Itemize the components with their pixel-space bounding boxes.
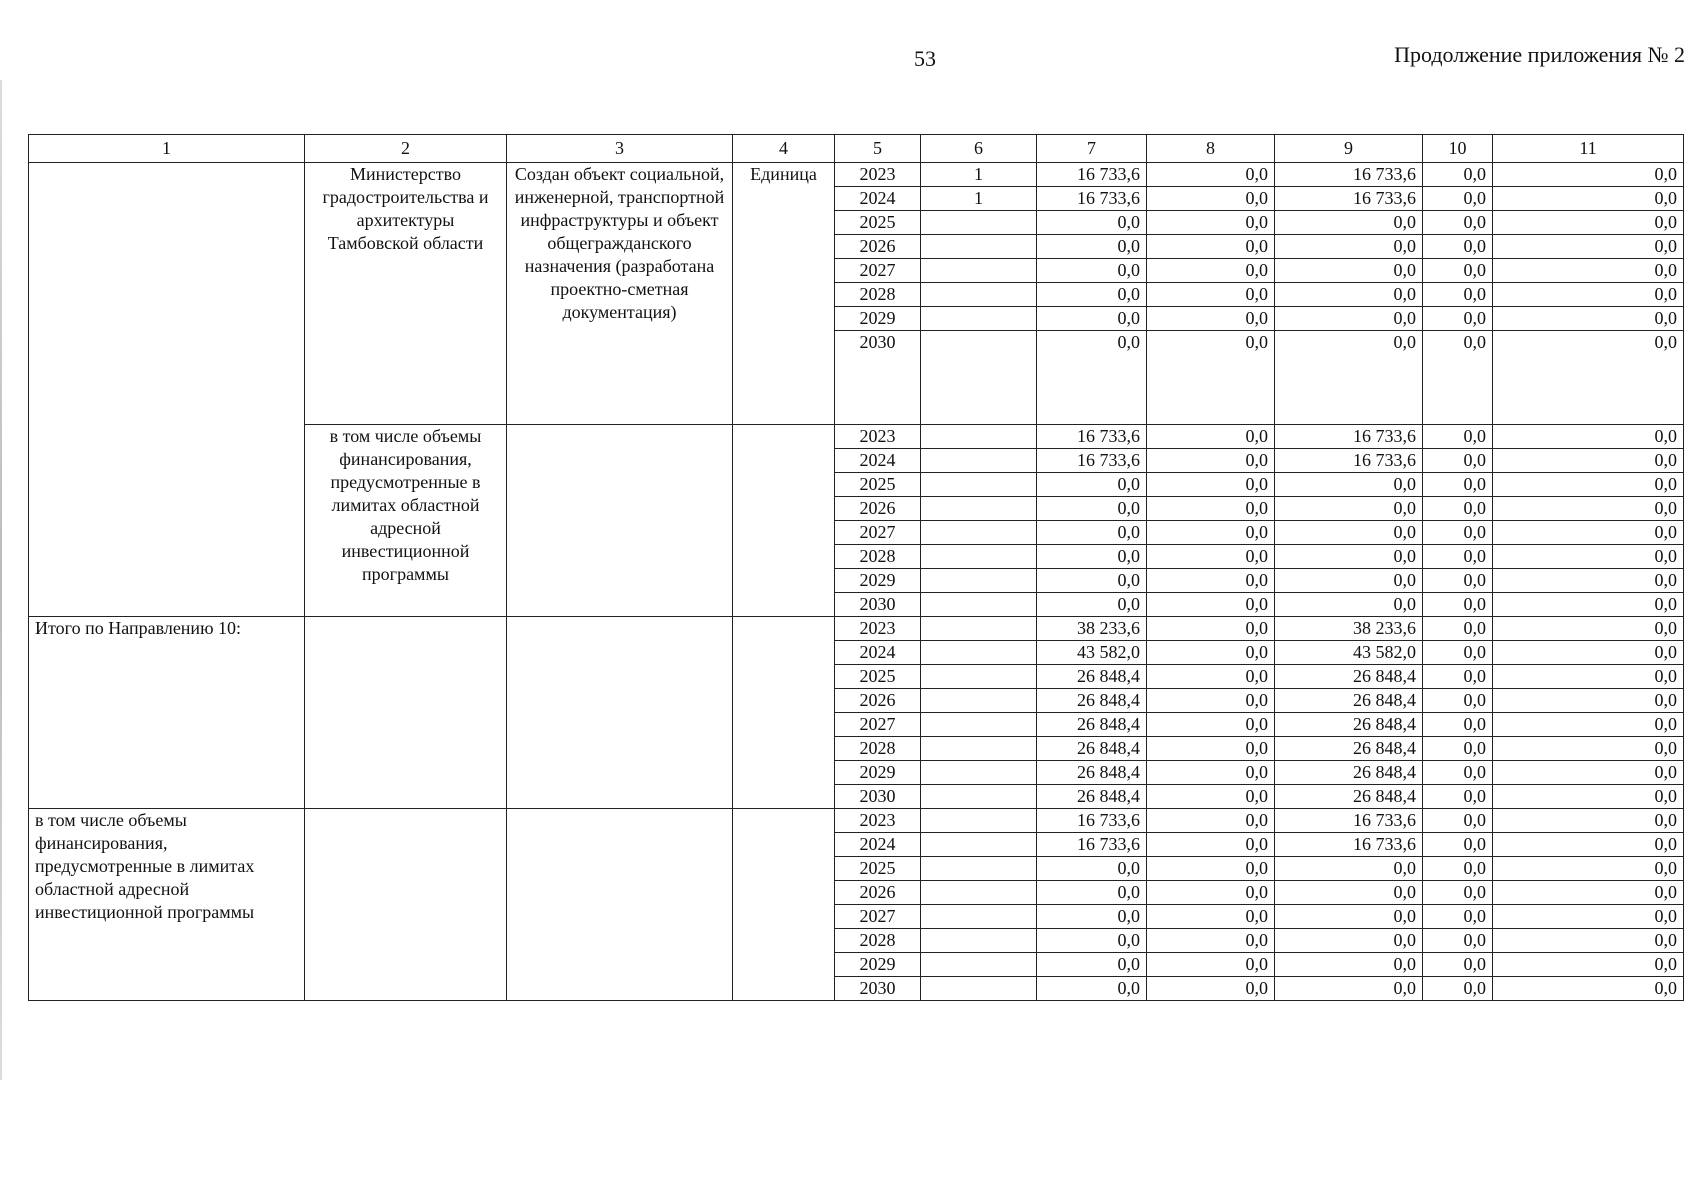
indicator-value-cell xyxy=(921,713,1037,737)
total-amount-cell: 16 733,6 xyxy=(1037,833,1147,857)
year-cell: 2029 xyxy=(835,569,921,593)
local-budget-cell: 0,0 xyxy=(1423,569,1493,593)
indicator-value-cell xyxy=(921,425,1037,449)
regional-budget-cell: 0,0 xyxy=(1275,929,1423,953)
executor-cell xyxy=(305,809,507,1001)
year-cell: 2030 xyxy=(835,593,921,617)
financing-table xyxy=(28,134,1684,1001)
other-sources-cell: 0,0 xyxy=(1493,857,1684,881)
total-amount-cell: 0,0 xyxy=(1037,977,1147,1001)
year-cell: 2027 xyxy=(835,713,921,737)
executor-cell xyxy=(305,617,507,809)
local-budget-cell: 0,0 xyxy=(1423,259,1493,283)
local-budget-cell: 0,0 xyxy=(1423,617,1493,641)
year-cell: 2026 xyxy=(835,689,921,713)
total-amount-cell: 26 848,4 xyxy=(1037,689,1147,713)
column-header: 3 xyxy=(507,135,733,163)
local-budget-cell: 0,0 xyxy=(1423,497,1493,521)
federal-budget-cell: 0,0 xyxy=(1147,713,1275,737)
other-sources-cell: 0,0 xyxy=(1493,905,1684,929)
federal-budget-cell: 0,0 xyxy=(1147,163,1275,187)
local-budget-cell: 0,0 xyxy=(1423,737,1493,761)
column-header: 8 xyxy=(1147,135,1275,163)
result-cell xyxy=(507,617,733,809)
indicator-value-cell xyxy=(921,857,1037,881)
local-budget-cell: 0,0 xyxy=(1423,331,1493,425)
total-amount-cell: 0,0 xyxy=(1037,569,1147,593)
unit-cell xyxy=(733,425,835,617)
regional-budget-cell: 26 848,4 xyxy=(1275,737,1423,761)
unit-cell xyxy=(733,809,835,1001)
regional-budget-cell: 0,0 xyxy=(1275,473,1423,497)
regional-budget-cell: 0,0 xyxy=(1275,977,1423,1001)
federal-budget-cell: 0,0 xyxy=(1147,569,1275,593)
regional-budget-cell: 16 733,6 xyxy=(1275,425,1423,449)
local-budget-cell: 0,0 xyxy=(1423,545,1493,569)
indicator-value-cell xyxy=(921,761,1037,785)
indicator-value-cell xyxy=(921,569,1037,593)
table-row xyxy=(29,163,1684,187)
other-sources-cell: 0,0 xyxy=(1493,641,1684,665)
other-sources-cell: 0,0 xyxy=(1493,593,1684,617)
federal-budget-cell: 0,0 xyxy=(1147,211,1275,235)
row-label-cell: Итого по Направлению 10: xyxy=(29,617,305,809)
year-cell: 2026 xyxy=(835,235,921,259)
indicator-value-cell xyxy=(921,737,1037,761)
result-cell: Создан объект социальной, инженерной, транспортной инфраструктуры и объект общегражданского назначения (разработана проектно-сметная документация) xyxy=(507,163,733,425)
regional-budget-cell: 43 582,0 xyxy=(1275,641,1423,665)
local-budget-cell: 0,0 xyxy=(1423,425,1493,449)
local-budget-cell: 0,0 xyxy=(1423,905,1493,929)
federal-budget-cell: 0,0 xyxy=(1147,307,1275,331)
regional-budget-cell: 26 848,4 xyxy=(1275,761,1423,785)
year-cell: 2028 xyxy=(835,545,921,569)
indicator-value-cell xyxy=(921,785,1037,809)
column-header: 7 xyxy=(1037,135,1147,163)
regional-budget-cell: 0,0 xyxy=(1275,905,1423,929)
federal-budget-cell: 0,0 xyxy=(1147,497,1275,521)
row-label-cell: в том числе объемы финансирования, предусмотренные в лимитах областной адресной инвестиционной программы xyxy=(29,809,305,1001)
year-cell: 2026 xyxy=(835,497,921,521)
year-cell: 2024 xyxy=(835,833,921,857)
local-budget-cell: 0,0 xyxy=(1423,641,1493,665)
table-row xyxy=(29,617,1684,641)
column-header: 1 xyxy=(29,135,305,163)
other-sources-cell: 0,0 xyxy=(1493,713,1684,737)
executor-cell: Министерство градостроительства и архитектуры Тамбовской области xyxy=(305,163,507,425)
year-cell: 2028 xyxy=(835,737,921,761)
scan-edge-shadow xyxy=(0,80,2,1080)
indicator-value-cell xyxy=(921,929,1037,953)
indicator-value-cell xyxy=(921,977,1037,1001)
local-budget-cell: 0,0 xyxy=(1423,211,1493,235)
indicator-value-cell xyxy=(921,689,1037,713)
local-budget-cell: 0,0 xyxy=(1423,713,1493,737)
other-sources-cell: 0,0 xyxy=(1493,881,1684,905)
year-cell: 2026 xyxy=(835,881,921,905)
year-cell: 2029 xyxy=(835,307,921,331)
indicator-value-cell xyxy=(921,521,1037,545)
indicator-value-cell: 1 xyxy=(921,187,1037,211)
total-amount-cell: 0,0 xyxy=(1037,331,1147,425)
regional-budget-cell: 16 733,6 xyxy=(1275,809,1423,833)
total-amount-cell: 0,0 xyxy=(1037,929,1147,953)
other-sources-cell: 0,0 xyxy=(1493,331,1684,425)
other-sources-cell: 0,0 xyxy=(1493,929,1684,953)
indicator-value-cell xyxy=(921,809,1037,833)
local-budget-cell: 0,0 xyxy=(1423,977,1493,1001)
year-cell: 2024 xyxy=(835,449,921,473)
local-budget-cell: 0,0 xyxy=(1423,593,1493,617)
appendix-continuation-note: Продолжение приложения № 2 xyxy=(1394,42,1685,67)
indicator-value-cell: 1 xyxy=(921,163,1037,187)
year-cell: 2025 xyxy=(835,211,921,235)
total-amount-cell: 0,0 xyxy=(1037,881,1147,905)
total-amount-cell: 26 848,4 xyxy=(1037,737,1147,761)
federal-budget-cell: 0,0 xyxy=(1147,785,1275,809)
local-budget-cell: 0,0 xyxy=(1423,881,1493,905)
federal-budget-cell: 0,0 xyxy=(1147,235,1275,259)
federal-budget-cell: 0,0 xyxy=(1147,187,1275,211)
local-budget-cell: 0,0 xyxy=(1423,283,1493,307)
year-cell: 2027 xyxy=(835,905,921,929)
total-amount-cell: 0,0 xyxy=(1037,521,1147,545)
regional-budget-cell: 26 848,4 xyxy=(1275,785,1423,809)
column-header: 10 xyxy=(1423,135,1493,163)
regional-budget-cell: 0,0 xyxy=(1275,593,1423,617)
local-budget-cell: 0,0 xyxy=(1423,953,1493,977)
total-amount-cell: 0,0 xyxy=(1037,857,1147,881)
local-budget-cell: 0,0 xyxy=(1423,833,1493,857)
other-sources-cell: 0,0 xyxy=(1493,953,1684,977)
regional-budget-cell: 26 848,4 xyxy=(1275,665,1423,689)
federal-budget-cell: 0,0 xyxy=(1147,953,1275,977)
total-amount-cell: 43 582,0 xyxy=(1037,641,1147,665)
federal-budget-cell: 0,0 xyxy=(1147,809,1275,833)
local-budget-cell: 0,0 xyxy=(1423,235,1493,259)
other-sources-cell: 0,0 xyxy=(1493,449,1684,473)
local-budget-cell: 0,0 xyxy=(1423,689,1493,713)
year-cell: 2025 xyxy=(835,857,921,881)
total-amount-cell: 0,0 xyxy=(1037,259,1147,283)
year-cell: 2028 xyxy=(835,929,921,953)
indicator-value-cell xyxy=(921,473,1037,497)
federal-budget-cell: 0,0 xyxy=(1147,521,1275,545)
total-amount-cell: 26 848,4 xyxy=(1037,785,1147,809)
federal-budget-cell: 0,0 xyxy=(1147,929,1275,953)
other-sources-cell: 0,0 xyxy=(1493,569,1684,593)
other-sources-cell: 0,0 xyxy=(1493,737,1684,761)
other-sources-cell: 0,0 xyxy=(1493,497,1684,521)
total-amount-cell: 16 733,6 xyxy=(1037,449,1147,473)
federal-budget-cell: 0,0 xyxy=(1147,617,1275,641)
other-sources-cell: 0,0 xyxy=(1493,785,1684,809)
other-sources-cell: 0,0 xyxy=(1493,809,1684,833)
year-cell: 2025 xyxy=(835,473,921,497)
other-sources-cell: 0,0 xyxy=(1493,425,1684,449)
table-header xyxy=(29,135,1684,163)
federal-budget-cell: 0,0 xyxy=(1147,593,1275,617)
total-amount-cell: 0,0 xyxy=(1037,497,1147,521)
unit-cell xyxy=(733,617,835,809)
other-sources-cell: 0,0 xyxy=(1493,283,1684,307)
other-sources-cell: 0,0 xyxy=(1493,235,1684,259)
local-budget-cell: 0,0 xyxy=(1423,307,1493,331)
other-sources-cell: 0,0 xyxy=(1493,307,1684,331)
regional-budget-cell: 16 733,6 xyxy=(1275,187,1423,211)
year-cell: 2029 xyxy=(835,761,921,785)
indicator-value-cell xyxy=(921,283,1037,307)
other-sources-cell: 0,0 xyxy=(1493,211,1684,235)
result-cell xyxy=(507,425,733,617)
regional-budget-cell: 16 733,6 xyxy=(1275,833,1423,857)
regional-budget-cell: 0,0 xyxy=(1275,953,1423,977)
regional-budget-cell: 0,0 xyxy=(1275,857,1423,881)
total-amount-cell: 16 733,6 xyxy=(1037,163,1147,187)
indicator-value-cell xyxy=(921,331,1037,425)
total-amount-cell: 16 733,6 xyxy=(1037,425,1147,449)
total-amount-cell: 26 848,4 xyxy=(1037,665,1147,689)
total-amount-cell: 0,0 xyxy=(1037,211,1147,235)
local-budget-cell: 0,0 xyxy=(1423,449,1493,473)
regional-budget-cell: 0,0 xyxy=(1275,235,1423,259)
year-cell: 2027 xyxy=(835,259,921,283)
indicator-value-cell xyxy=(921,449,1037,473)
column-header: 5 xyxy=(835,135,921,163)
row-label-cell xyxy=(29,163,305,617)
total-amount-cell: 26 848,4 xyxy=(1037,761,1147,785)
year-cell: 2027 xyxy=(835,521,921,545)
other-sources-cell: 0,0 xyxy=(1493,761,1684,785)
regional-budget-cell: 0,0 xyxy=(1275,497,1423,521)
indicator-value-cell xyxy=(921,617,1037,641)
executor-cell: в том числе объемы финансирования, предусмотренные в лимитах областной адресной инвестиционной программы xyxy=(305,425,507,617)
other-sources-cell: 0,0 xyxy=(1493,833,1684,857)
table-row xyxy=(29,809,1684,833)
other-sources-cell: 0,0 xyxy=(1493,545,1684,569)
local-budget-cell: 0,0 xyxy=(1423,187,1493,211)
federal-budget-cell: 0,0 xyxy=(1147,905,1275,929)
year-cell: 2025 xyxy=(835,665,921,689)
regional-budget-cell: 26 848,4 xyxy=(1275,689,1423,713)
table-body xyxy=(29,163,1684,1001)
year-cell: 2030 xyxy=(835,977,921,1001)
regional-budget-cell: 0,0 xyxy=(1275,545,1423,569)
local-budget-cell: 0,0 xyxy=(1423,163,1493,187)
indicator-value-cell xyxy=(921,881,1037,905)
indicator-value-cell xyxy=(921,665,1037,689)
local-budget-cell: 0,0 xyxy=(1423,761,1493,785)
local-budget-cell: 0,0 xyxy=(1423,857,1493,881)
indicator-value-cell xyxy=(921,905,1037,929)
column-number-row xyxy=(29,135,1684,163)
page-number: 53 xyxy=(914,46,936,71)
regional-budget-cell: 0,0 xyxy=(1275,881,1423,905)
indicator-value-cell xyxy=(921,235,1037,259)
result-cell xyxy=(507,809,733,1001)
other-sources-cell: 0,0 xyxy=(1493,259,1684,283)
regional-budget-cell: 26 848,4 xyxy=(1275,713,1423,737)
regional-budget-cell: 0,0 xyxy=(1275,569,1423,593)
indicator-value-cell xyxy=(921,593,1037,617)
total-amount-cell: 0,0 xyxy=(1037,545,1147,569)
regional-budget-cell: 0,0 xyxy=(1275,307,1423,331)
regional-budget-cell: 16 733,6 xyxy=(1275,163,1423,187)
unit-cell: Единица xyxy=(733,163,835,425)
year-cell: 2030 xyxy=(835,331,921,425)
local-budget-cell: 0,0 xyxy=(1423,521,1493,545)
indicator-value-cell xyxy=(921,641,1037,665)
federal-budget-cell: 0,0 xyxy=(1147,689,1275,713)
regional-budget-cell: 38 233,6 xyxy=(1275,617,1423,641)
other-sources-cell: 0,0 xyxy=(1493,977,1684,1001)
local-budget-cell: 0,0 xyxy=(1423,665,1493,689)
federal-budget-cell: 0,0 xyxy=(1147,425,1275,449)
federal-budget-cell: 0,0 xyxy=(1147,641,1275,665)
column-header: 2 xyxy=(305,135,507,163)
indicator-value-cell xyxy=(921,307,1037,331)
year-cell: 2023 xyxy=(835,163,921,187)
federal-budget-cell: 0,0 xyxy=(1147,977,1275,1001)
total-amount-cell: 16 733,6 xyxy=(1037,187,1147,211)
other-sources-cell: 0,0 xyxy=(1493,521,1684,545)
federal-budget-cell: 0,0 xyxy=(1147,283,1275,307)
column-header: 6 xyxy=(921,135,1037,163)
year-cell: 2023 xyxy=(835,617,921,641)
column-header: 4 xyxy=(733,135,835,163)
federal-budget-cell: 0,0 xyxy=(1147,881,1275,905)
column-header: 11 xyxy=(1493,135,1684,163)
indicator-value-cell xyxy=(921,545,1037,569)
federal-budget-cell: 0,0 xyxy=(1147,449,1275,473)
regional-budget-cell: 0,0 xyxy=(1275,331,1423,425)
other-sources-cell: 0,0 xyxy=(1493,187,1684,211)
year-cell: 2028 xyxy=(835,283,921,307)
indicator-value-cell xyxy=(921,211,1037,235)
indicator-value-cell xyxy=(921,833,1037,857)
federal-budget-cell: 0,0 xyxy=(1147,259,1275,283)
total-amount-cell: 0,0 xyxy=(1037,473,1147,497)
indicator-value-cell xyxy=(921,497,1037,521)
column-header: 9 xyxy=(1275,135,1423,163)
total-amount-cell: 0,0 xyxy=(1037,905,1147,929)
other-sources-cell: 0,0 xyxy=(1493,665,1684,689)
federal-budget-cell: 0,0 xyxy=(1147,331,1275,425)
year-cell: 2030 xyxy=(835,785,921,809)
year-cell: 2024 xyxy=(835,187,921,211)
indicator-value-cell xyxy=(921,259,1037,283)
year-cell: 2023 xyxy=(835,809,921,833)
total-amount-cell: 0,0 xyxy=(1037,307,1147,331)
total-amount-cell: 38 233,6 xyxy=(1037,617,1147,641)
federal-budget-cell: 0,0 xyxy=(1147,545,1275,569)
regional-budget-cell: 0,0 xyxy=(1275,259,1423,283)
year-cell: 2024 xyxy=(835,641,921,665)
federal-budget-cell: 0,0 xyxy=(1147,833,1275,857)
year-cell: 2023 xyxy=(835,425,921,449)
federal-budget-cell: 0,0 xyxy=(1147,761,1275,785)
other-sources-cell: 0,0 xyxy=(1493,689,1684,713)
local-budget-cell: 0,0 xyxy=(1423,785,1493,809)
federal-budget-cell: 0,0 xyxy=(1147,737,1275,761)
total-amount-cell: 0,0 xyxy=(1037,283,1147,307)
federal-budget-cell: 0,0 xyxy=(1147,473,1275,497)
regional-budget-cell: 0,0 xyxy=(1275,211,1423,235)
local-budget-cell: 0,0 xyxy=(1423,809,1493,833)
total-amount-cell: 0,0 xyxy=(1037,593,1147,617)
federal-budget-cell: 0,0 xyxy=(1147,857,1275,881)
year-cell: 2029 xyxy=(835,953,921,977)
indicator-value-cell xyxy=(921,953,1037,977)
total-amount-cell: 0,0 xyxy=(1037,953,1147,977)
total-amount-cell: 16 733,6 xyxy=(1037,809,1147,833)
federal-budget-cell: 0,0 xyxy=(1147,665,1275,689)
regional-budget-cell: 0,0 xyxy=(1275,283,1423,307)
other-sources-cell: 0,0 xyxy=(1493,617,1684,641)
local-budget-cell: 0,0 xyxy=(1423,473,1493,497)
total-amount-cell: 0,0 xyxy=(1037,235,1147,259)
other-sources-cell: 0,0 xyxy=(1493,473,1684,497)
other-sources-cell: 0,0 xyxy=(1493,163,1684,187)
local-budget-cell: 0,0 xyxy=(1423,929,1493,953)
regional-budget-cell: 0,0 xyxy=(1275,521,1423,545)
regional-budget-cell: 16 733,6 xyxy=(1275,449,1423,473)
total-amount-cell: 26 848,4 xyxy=(1037,713,1147,737)
